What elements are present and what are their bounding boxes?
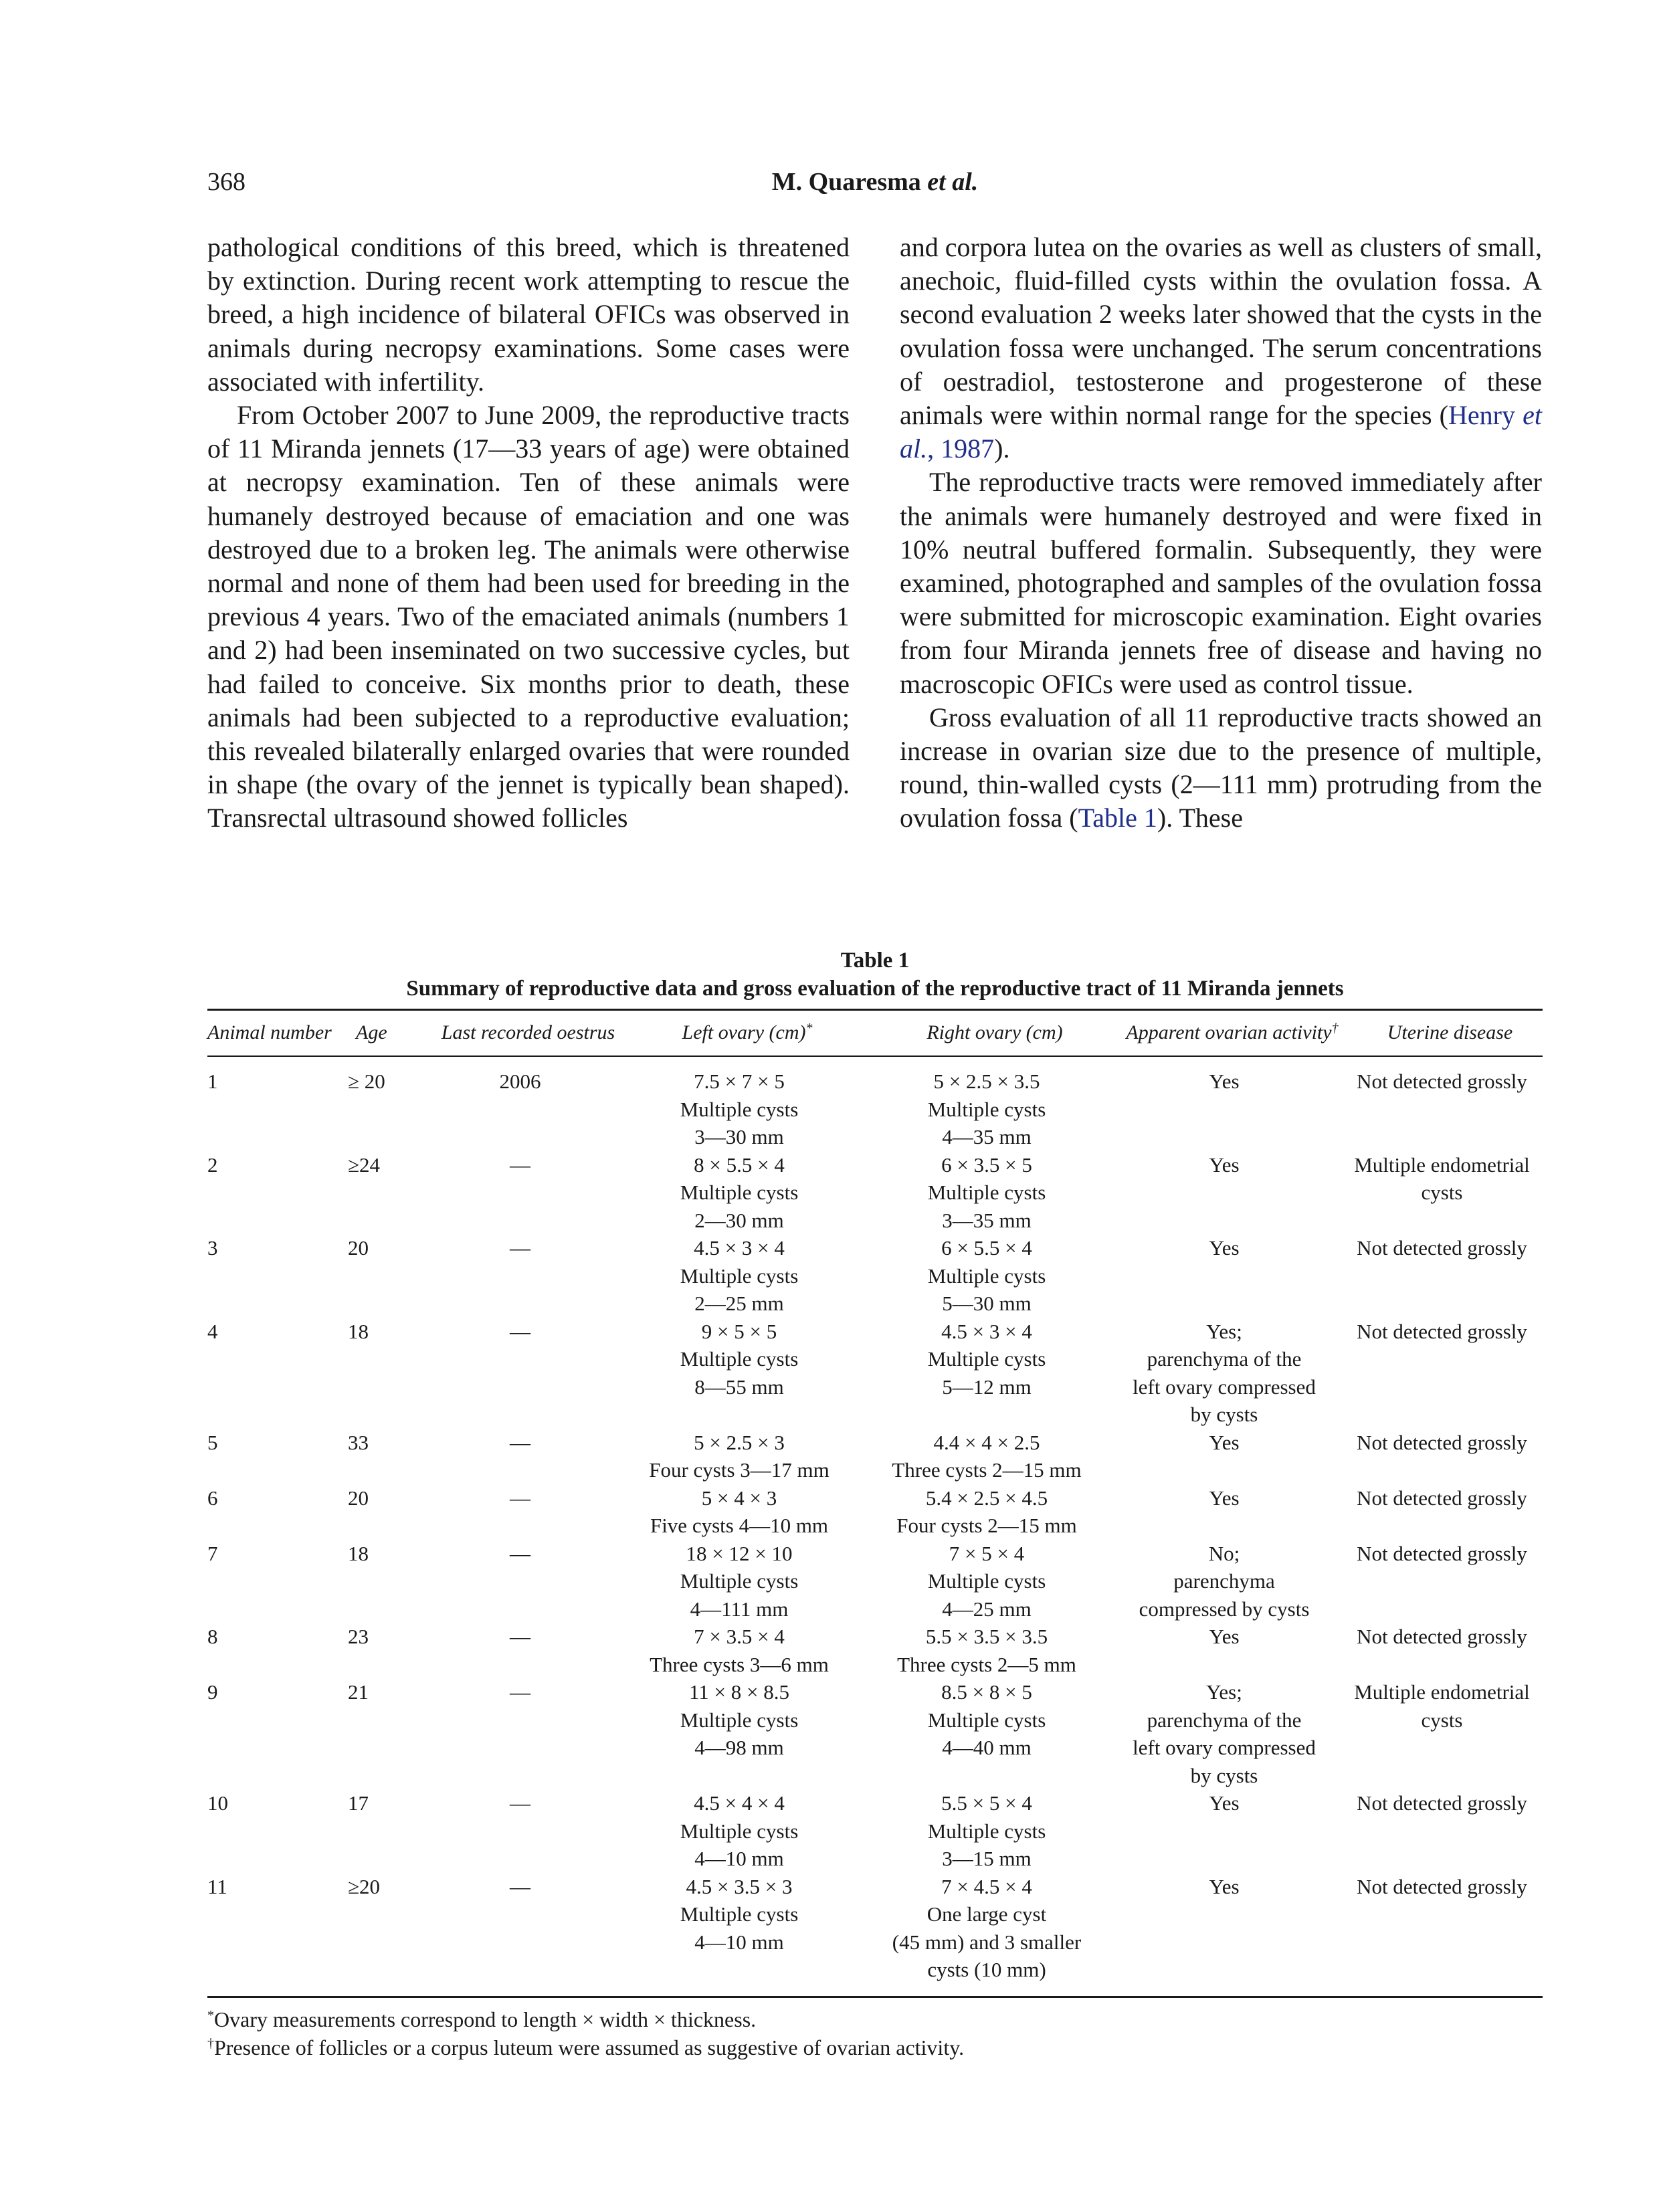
cell-line: 4—25 mm [942, 1597, 1032, 1621]
right-column [900, 231, 1542, 835]
cell-left-ovary [612, 1151, 866, 1235]
cell-line: Not detected grossly [1357, 1430, 1527, 1454]
col-header-animal: Animal number [207, 1021, 332, 1044]
cell-line: 8.5 × 8 × 5 [941, 1680, 1032, 1704]
table-row [207, 1873, 1543, 1984]
cell-line: 7 × 5 × 4 [949, 1541, 1025, 1565]
cell-ovarian-activity [1107, 1068, 1341, 1151]
cell-line: Four cysts 2—15 mm [896, 1514, 1077, 1537]
cell-line: Yes; [1206, 1680, 1242, 1704]
cell-animal-number: 6 [207, 1486, 218, 1510]
cell-last-oestrus: — [510, 1430, 530, 1454]
cell-line: Yes [1209, 1070, 1240, 1093]
cell-line: 5.5 × 3.5 × 3.5 [925, 1625, 1048, 1648]
cell-last-oestrus: — [510, 1541, 530, 1565]
cell-line: 4.5 × 3 × 4 [941, 1319, 1032, 1343]
cell-right-ovary [866, 1873, 1107, 1984]
col-header-age: Age [356, 1021, 387, 1044]
cell-left-ovary [612, 1484, 866, 1540]
cell-line: cysts [1421, 1181, 1463, 1204]
cell-right-ovary [866, 1484, 1107, 1540]
cell-line: Three cysts 2—15 mm [892, 1458, 1082, 1482]
cell-line: Multiple cysts [680, 1181, 799, 1204]
table-top-rule [207, 1009, 1543, 1011]
cell-right-ovary [866, 1318, 1107, 1429]
table-bottom-rule [207, 1996, 1543, 1998]
cell-left-ovary [612, 1318, 866, 1429]
cell-uterine-disease [1341, 1540, 1543, 1623]
cell-line: Three cysts 3—6 mm [650, 1652, 829, 1676]
cell-right-ovary [866, 1151, 1107, 1235]
table-row [207, 1484, 1543, 1540]
cell-ovarian-activity [1107, 1678, 1341, 1789]
table-title: Summary of reproductive data and gross evaluation of the reproductive tract of 11 Miranda jennets [406, 977, 1344, 1001]
table-header-row [207, 1011, 1551, 1054]
cell-line: 5 × 2.5 × 3.5 [933, 1070, 1040, 1093]
cell-line: 7 × 3.5 × 4 [694, 1625, 785, 1648]
cell-line: Multiple cysts [927, 1264, 1046, 1288]
cell-ovarian-activity [1107, 1484, 1341, 1540]
cell-right-ovary [866, 1429, 1107, 1484]
cell-age: 17 [348, 1791, 369, 1815]
running-head [207, 167, 1543, 197]
cell-last-oestrus: — [510, 1236, 530, 1260]
cell-line: Not detected grossly [1357, 1541, 1527, 1565]
table-row [207, 1540, 1543, 1623]
cell-line: 18 × 12 × 10 [686, 1541, 793, 1565]
cell-uterine-disease [1341, 1318, 1543, 1429]
cell-line: 4—10 mm [694, 1847, 784, 1870]
col-header-oestrus: Last recorded oestrus [441, 1021, 615, 1044]
cell-line: 2—30 mm [694, 1208, 784, 1232]
table-row [207, 1678, 1543, 1789]
cell-animal-number: 5 [207, 1430, 218, 1454]
cell-ovarian-activity [1107, 1540, 1341, 1623]
cell-line: left ovary compressed [1133, 1375, 1316, 1399]
cell-line: 9 × 5 × 5 [701, 1319, 777, 1343]
running-head-etal: et al. [927, 168, 979, 196]
cell-line: Yes; [1206, 1319, 1242, 1343]
cell-right-ovary [866, 1540, 1107, 1623]
cell-line: Multiple cysts [680, 1819, 799, 1843]
cell-right-ovary [866, 1623, 1107, 1678]
cell-line: Yes [1209, 1430, 1240, 1454]
page-number: 368 [207, 168, 246, 196]
cell-age: 21 [348, 1680, 369, 1704]
cell-left-ovary [612, 1789, 866, 1873]
cell-left-ovary [612, 1873, 866, 1984]
cell-line: Five cysts 4—10 mm [650, 1514, 829, 1537]
cell-line: Multiple cysts [927, 1097, 1046, 1121]
cell-uterine-disease [1341, 1789, 1543, 1873]
cell-line: Yes [1209, 1874, 1240, 1898]
cell-line: Multiple cysts [680, 1097, 799, 1121]
cell-last-oestrus: — [510, 1791, 530, 1815]
cell-line: Yes [1209, 1152, 1240, 1177]
cell-animal-number: 8 [207, 1625, 218, 1648]
cell-line: 3—35 mm [942, 1208, 1032, 1232]
cell-line: 7 × 4.5 × 4 [941, 1874, 1032, 1898]
cell-uterine-disease [1341, 1429, 1543, 1484]
cell-line: parenchyma of the [1147, 1347, 1302, 1371]
cell-line: Not detected grossly [1357, 1236, 1527, 1260]
cell-uterine-disease [1341, 1234, 1543, 1318]
cell-line: 5.5 × 5 × 4 [941, 1791, 1032, 1815]
cell-animal-number: 9 [207, 1680, 218, 1704]
cell-line: Not detected grossly [1357, 1070, 1527, 1093]
cell-age: 33 [348, 1430, 369, 1454]
cell-last-oestrus: — [510, 1680, 530, 1704]
table-row [207, 1234, 1543, 1318]
cell-last-oestrus: — [510, 1486, 530, 1510]
cell-animal-number: 1 [207, 1070, 218, 1093]
cell-uterine-disease [1341, 1151, 1543, 1235]
cell-left-ovary [612, 1623, 866, 1678]
cell-line: 8 × 5.5 × 4 [694, 1152, 785, 1177]
cell-line: 4—111 mm [690, 1597, 789, 1621]
paragraph: and corpora lutea on the ovaries as well as clusters of small, anechoic, fluid-filled cysts within the ovulation fossa. A second evaluation 2 weeks later showed that the cysts in the ovulation fossa were unchanged. The serum concentrations of oestradiol, testosterone and progesterone of these animals were within normal range for the species (Henry et al., 1987). [900, 232, 1542, 464]
cell-uterine-disease [1341, 1068, 1543, 1151]
cell-animal-number: 11 [207, 1874, 227, 1898]
table-caption [207, 946, 1543, 1003]
paragraph: pathological conditions of this breed, which is threatened by extinction. During recent work attempting to rescue the breed, a high incidence of bilateral OFICs was observed in animals during necropsy examinations. Some cases were associated with infertility. [207, 232, 850, 397]
cell-last-oestrus: — [510, 1625, 530, 1648]
table-footnotes [207, 2005, 1543, 2062]
cell-uterine-disease [1341, 1623, 1543, 1678]
cell-right-ovary [866, 1068, 1107, 1151]
cell-ovarian-activity [1107, 1234, 1341, 1318]
col-header-uterine: Uterine disease [1387, 1021, 1513, 1044]
cell-ovarian-activity [1107, 1873, 1341, 1984]
running-head-authors: M. Quaresma [771, 168, 921, 196]
paragraph: The reproductive tracts were removed immediately after the animals were humanely destroyed and were fixed in 10% neutral buffered formalin. Subsequently, they were examined, photographed and samples of the ovulation fossa were submitted for microscopic examination. Eight ovaries from four Miranda jennets free of disease and having no macroscopic OFICs were used as control tissue. [900, 467, 1542, 699]
cell-line: Multiple endometrial [1354, 1680, 1530, 1704]
cell-line: 4.5 × 3.5 × 3 [686, 1874, 793, 1898]
cell-animal-number: 7 [207, 1541, 218, 1565]
cell-line: 4.4 × 4 × 2.5 [933, 1430, 1040, 1454]
cell-uterine-disease [1341, 1484, 1543, 1540]
cell-animal-number: 10 [207, 1791, 228, 1815]
cell-line: Not detected grossly [1357, 1625, 1527, 1648]
cell-line: Four cysts 3—17 mm [649, 1458, 830, 1482]
cell-line: Multiple cysts [927, 1569, 1046, 1593]
cell-animal-number: 2 [207, 1152, 218, 1177]
cell-line: 8—55 mm [694, 1375, 784, 1399]
cell-line: Yes [1209, 1236, 1240, 1260]
table-row [207, 1318, 1543, 1429]
cell-age: 20 [348, 1236, 369, 1260]
cell-uterine-disease [1341, 1678, 1543, 1789]
cell-line: 5 × 2.5 × 3 [694, 1430, 785, 1454]
table-link[interactable]: Table 1 [1078, 803, 1157, 833]
cell-age: ≥24 [348, 1152, 381, 1177]
cell-left-ovary [612, 1678, 866, 1789]
cell-age: 23 [348, 1625, 369, 1648]
cell-last-oestrus: — [510, 1319, 530, 1343]
cell-line: cysts (10 mm) [927, 1958, 1046, 1981]
cell-line: Multiple cysts [680, 1902, 799, 1926]
footnote-marker: † [1331, 1021, 1339, 1036]
cell-animal-number: 3 [207, 1236, 218, 1260]
cell-line: (45 mm) and 3 smaller [892, 1930, 1082, 1954]
table-row [207, 1068, 1543, 1151]
cell-line: Multiple cysts [680, 1264, 799, 1288]
cell-line: 11 × 8 × 8.5 [688, 1680, 790, 1704]
cell-line: compressed by cysts [1139, 1597, 1310, 1621]
cell-ovarian-activity [1107, 1151, 1341, 1235]
cell-age: 18 [348, 1541, 369, 1565]
cell-line: 6 × 3.5 × 5 [941, 1152, 1032, 1177]
cell-left-ovary [612, 1540, 866, 1623]
cell-line: Yes [1209, 1486, 1240, 1510]
cell-line: Multiple cysts [680, 1708, 799, 1732]
cell-line: 3—30 mm [694, 1125, 784, 1148]
cell-line: 5—12 mm [942, 1375, 1032, 1399]
cell-line: 4.5 × 4 × 4 [694, 1791, 785, 1815]
cell-line: 6 × 5.5 × 4 [941, 1236, 1032, 1260]
cell-ovarian-activity [1107, 1789, 1341, 1873]
cell-line: 5—30 mm [942, 1292, 1032, 1315]
cell-line: Multiple cysts [927, 1181, 1046, 1204]
cell-age: ≥20 [348, 1874, 381, 1898]
cell-line: 5 × 4 × 3 [701, 1486, 777, 1510]
left-column [207, 231, 850, 835]
page-header [207, 167, 1543, 207]
cell-age: 18 [348, 1319, 369, 1343]
cell-line: parenchyma of the [1147, 1708, 1302, 1732]
table-header-rule [207, 1055, 1543, 1057]
cell-line: 3—15 mm [942, 1847, 1032, 1870]
cell-line: Yes [1209, 1791, 1240, 1815]
cell-line: Not detected grossly [1357, 1486, 1527, 1510]
cell-line: Not detected grossly [1357, 1319, 1527, 1343]
cell-line: 4.5 × 3 × 4 [694, 1236, 785, 1260]
cell-right-ovary [866, 1678, 1107, 1789]
table-header [207, 1011, 1551, 1054]
table-row [207, 1623, 1543, 1678]
col-header-right-ovary: Right ovary (cm) [926, 1021, 1063, 1044]
cell-line: 4—35 mm [942, 1125, 1032, 1148]
cell-ovarian-activity [1107, 1318, 1341, 1429]
cell-line: No; [1208, 1541, 1240, 1565]
cell-line: Multiple cysts [680, 1569, 799, 1593]
cell-line: Not detected grossly [1357, 1791, 1527, 1815]
footnote-marker: * [805, 1021, 813, 1036]
table-row [207, 1151, 1543, 1235]
cell-line: Multiple cysts [927, 1347, 1046, 1371]
table-body [207, 1068, 1543, 1984]
table-row [207, 1429, 1543, 1484]
cell-animal-number: 4 [207, 1319, 218, 1343]
cell-line: 4—98 mm [694, 1736, 784, 1759]
cell-line: Three cysts 2—5 mm [897, 1652, 1076, 1676]
cell-line: cysts [1421, 1708, 1463, 1732]
table-label: Table 1 [840, 948, 910, 973]
cell-left-ovary [612, 1429, 866, 1484]
footnote: †Presence of follicles or a corpus luteum were assumed as suggestive of ovarian activity. [207, 2035, 965, 2059]
cell-line: Multiple endometrial [1354, 1152, 1530, 1177]
cell-line: One large cyst [926, 1902, 1047, 1926]
cell-line: 7.5 × 7 × 5 [694, 1070, 785, 1093]
cell-line: by cysts [1190, 1403, 1258, 1426]
cell-line: Multiple cysts [927, 1708, 1046, 1732]
cell-line: Multiple cysts [927, 1819, 1046, 1843]
cell-right-ovary [866, 1234, 1107, 1318]
cell-left-ovary [612, 1234, 866, 1318]
col-header-activity: Apparent ovarian activity† [1126, 1021, 1339, 1044]
citation-link[interactable]: Henry et al., 1987 [900, 400, 1542, 464]
cell-line: Multiple cysts [680, 1347, 799, 1371]
cell-last-oestrus: — [510, 1152, 530, 1177]
cell-line: Yes [1209, 1625, 1240, 1648]
cell-line: 5.4 × 2.5 × 4.5 [925, 1486, 1048, 1510]
cell-line: 4—10 mm [694, 1930, 784, 1954]
cell-last-oestrus: 2006 [499, 1070, 541, 1093]
cell-age: 20 [348, 1486, 369, 1510]
cell-left-ovary [612, 1068, 866, 1151]
cell-ovarian-activity [1107, 1623, 1341, 1678]
paragraph: Gross evaluation of all 11 reproductive tracts showed an increase in ovarian size due to the presence of multiple, round, thin-walled cysts (2—111 mm) protruding from the ovulation fossa (Table 1). These [900, 702, 1542, 833]
cell-right-ovary [866, 1789, 1107, 1873]
cell-line: Not detected grossly [1357, 1874, 1527, 1898]
cell-ovarian-activity [1107, 1429, 1341, 1484]
cell-last-oestrus: — [510, 1874, 530, 1898]
footnote: *Ovary measurements correspond to length × width × thickness. [207, 2007, 757, 2031]
cell-line: 4—40 mm [942, 1736, 1032, 1759]
cell-uterine-disease [1341, 1873, 1543, 1984]
cell-line: parenchyma [1173, 1569, 1275, 1593]
cell-line: by cysts [1190, 1763, 1258, 1787]
cell-age: ≥ 20 [348, 1070, 385, 1093]
paragraph: From October 2007 to June 2009, the reproductive tracts of 11 Miranda jennets (17—33 years of age) were obtained at necropsy examination. Ten of these animals were humanely destroyed because of emaciation and one was destroyed due to a broken leg. The animals were otherwise normal and none of them had been used for breeding in the previous 4 years. Two of the emaciated animals (numbers 1 and 2) had been inseminated on two successive cycles, but had failed to conceive. Six months prior to death, these animals had been subjected to a reproductive evaluation; this revealed bilaterally enlarged ovaries that were rounded in shape (the ovary of the jennet is typically bean shaped). Transrectal ultrasound showed follicles [207, 400, 850, 833]
cell-line: 2—25 mm [694, 1292, 784, 1315]
table-row [207, 1789, 1543, 1873]
cell-line: left ovary compressed [1133, 1736, 1316, 1759]
col-header-left-ovary: Left ovary (cm)* [682, 1021, 813, 1044]
